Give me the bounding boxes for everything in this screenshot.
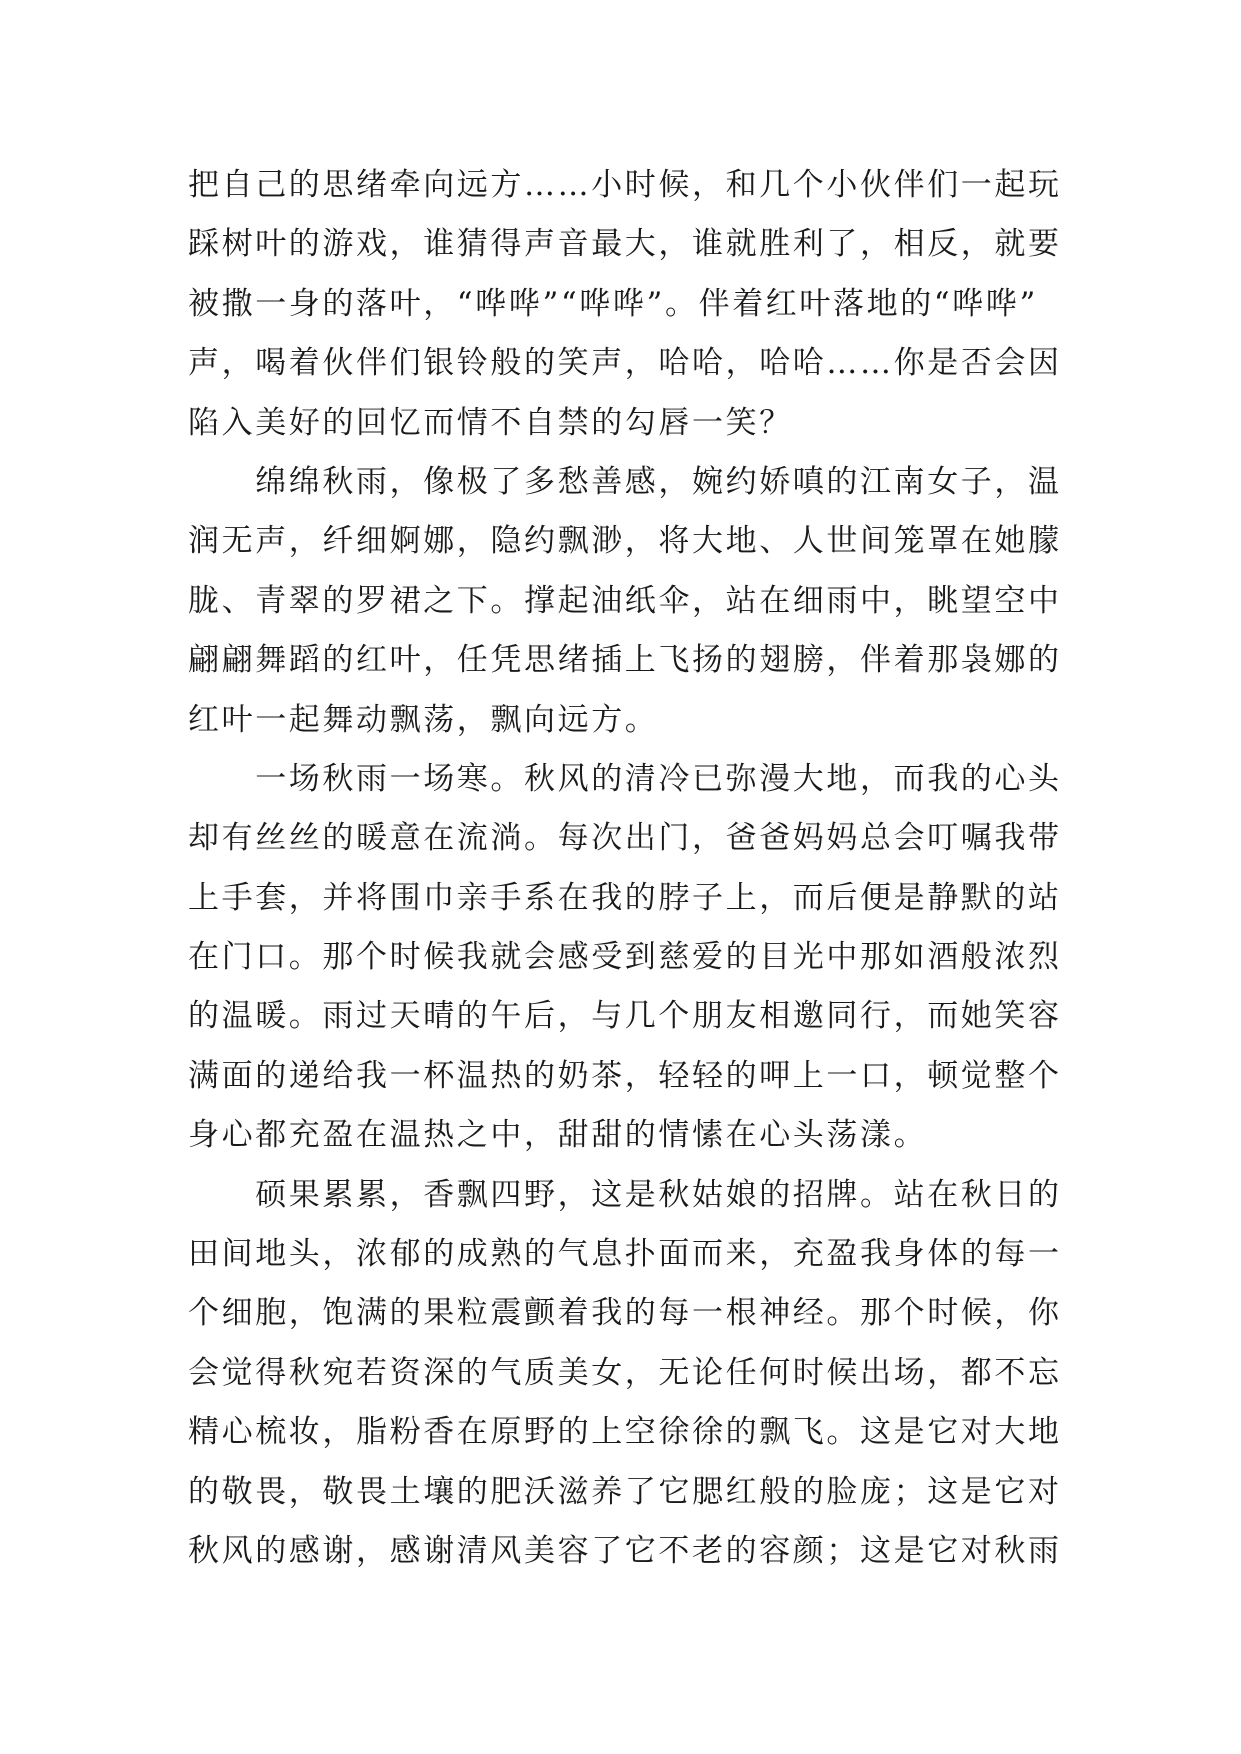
document-body xyxy=(188,156,1062,1581)
text-line: 被撒一身的落叶，“哗哗”“哗哗”。伴着红叶落地的“哗哗” xyxy=(188,285,1038,322)
text-line: 胧、青翠的罗裙之下。撑起油纸伞，站在细雨中，眺望空中 xyxy=(188,582,1062,619)
text-line: 的温暖。雨过天晴的午后，与几个朋友相邀同行，而她笑容 xyxy=(188,998,1062,1035)
text-line: 田间地头，浓郁的成熟的气息扑面而来，充盈我身体的每一 xyxy=(188,1236,1062,1273)
text-line: 一场秋雨一场寒。秋风的清冷已弥漫大地，而我的心头 xyxy=(188,760,1062,797)
text-line: 满面的递给我一杯温热的奶茶，轻轻的呷上一口，顿觉整个 xyxy=(188,1057,1062,1094)
text-line: 陷入美好的回忆而情不自禁的勾唇一笑？ xyxy=(188,404,793,441)
text-line: 的敬畏，敬畏土壤的肥沃滋养了它腮红般的脸庞；这是它对 xyxy=(188,1473,1062,1510)
text-line: 身心都充盈在温热之中，甜甜的情愫在心头荡漾。 xyxy=(188,1117,928,1154)
text-line: 精心梳妆，脂粉香在原野的上空徐徐的飘飞。这是它对大地 xyxy=(188,1414,1062,1451)
text-line: 绵绵秋雨，像极了多愁善感，婉约娇嗔的江南女子，温 xyxy=(188,463,1062,500)
text-line: 个细胞，饱满的果粒震颤着我的每一根神经。那个时候，你 xyxy=(188,1295,1062,1332)
text-line: 声，喝着伙伴们银铃般的笑声，哈哈，哈哈……你是否会因 xyxy=(188,345,1062,382)
text-line: 润无声，纤细婀娜，隐约飘渺，将大地、人世间笼罩在她朦 xyxy=(188,523,1062,560)
text-line: 秋风的感谢，感谢清风美容了它不老的容颜；这是它对秋雨 xyxy=(188,1532,1062,1569)
text-line: 踩树叶的游戏，谁猜得声音最大，谁就胜利了，相反，就要 xyxy=(188,226,1062,263)
text-line: 把自己的思绪牵向远方……小时候，和几个小伙伴们一起玩 xyxy=(188,167,1062,203)
text-line: 硕果累累，香飘四野，这是秋姑娘的招牌。站在秋日的 xyxy=(188,1176,1062,1213)
text-line: 翩翩舞蹈的红叶，任凭思绪插上飞扬的翅膀，伴着那袅娜的 xyxy=(188,642,1062,679)
text-line: 却有丝丝的暖意在流淌。每次出门，爸爸妈妈总会叮嘱我带 xyxy=(188,820,1062,857)
text-line: 在门口。那个时候我就会感受到慈爱的目光中那如酒般浓烈 xyxy=(188,939,1062,976)
text-line: 会觉得秋宛若资深的气质美女，无论任何时候出场，都不忘 xyxy=(188,1354,1062,1391)
text-line: 上手套，并将围巾亲手系在我的脖子上，而后便是静默的站 xyxy=(188,879,1062,916)
text-line: 红叶一起舞动飘荡，飘向远方。 xyxy=(188,701,659,738)
